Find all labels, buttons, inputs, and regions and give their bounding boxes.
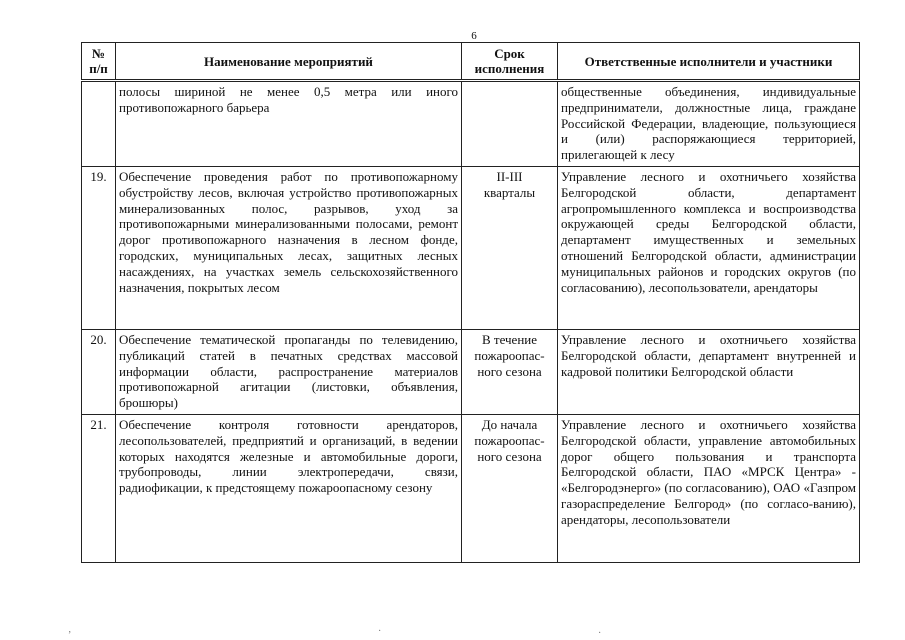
scan-speck: · — [598, 628, 602, 639]
row-activity: Обеспечение контроля готовности арендаторов, лесопользователей, предприятий и организаций, в ведении которых находятся железные и автомобильные дороги, трубопроводы, линии электропередачи, связи, радиофикации, к предстоящему пожароопасному сезону — [116, 414, 462, 562]
scan-speck: · — [378, 626, 382, 637]
row-term: В течение пожароопас- ного сезона — [462, 329, 558, 414]
header-number: № п/п — [82, 43, 116, 81]
row-responsible: общественные объединения, индивидуальные предприниматели, должностные лица, граждане Российской Федерации, владеющие, пользующиеся и (или) распоряжающиеся территорией, прилегающей к лесу — [558, 81, 860, 167]
table-row — [82, 414, 860, 562]
row-responsible: Управление лесного и охотничьего хозяйства Белгородской области, департамент внутренней и кадровой политики Белгородской области — [558, 329, 860, 414]
row-term — [462, 81, 558, 167]
scan-speck: ‚ — [68, 624, 72, 635]
table-row — [82, 329, 860, 414]
measures-table — [81, 42, 860, 563]
table-row — [82, 81, 860, 167]
row-responsible: Управление лесного и охотничьего хозяйства Белгородской области, управление автомобильных дорог общего пользования и транспорта Белгородской области, ПАО «МРСК Центра» - «Белгородэнерго» (по согласованию), ОАО «Газпром газораспределение Белгород» (по согласо-ванию), арендаторы, лесопользователи — [558, 414, 860, 562]
header-term: Срок исполнения — [462, 43, 558, 81]
row-activity: полосы шириной не менее 0,5 метра или иного противопожарного барьера — [116, 81, 462, 167]
header-responsible: Ответственные исполнители и участники — [558, 43, 860, 81]
row-number: 20. — [82, 329, 116, 414]
row-term: II-III кварталы — [462, 166, 558, 329]
row-responsible: Управление лесного и охотничьего хозяйства Белгородской области, департамент агропромышленного комплекса и воспроизводства окружающей среды Белгородской области, департамент имущественных и земельных отношений Белгородской области, администрации муниципальных районов и городских округов (по согласованию), лесопользователи, арендаторы — [558, 166, 860, 329]
row-term: До начала пожароопас- ного сезона — [462, 414, 558, 562]
row-number — [82, 81, 116, 167]
table-header-row — [82, 43, 860, 81]
row-activity: Обеспечение проведения работ по противопожарному обустройству лесов, включая устройство противопожарных минерализованных полос, разрывов, уход за противопожарными минерализованными полосами, ремонт дорог противопожарного назначения в лесном фонде, городских, муниципальных лесах, защитных лесных насаждениях, на участках земель сельскохозяйственного назначения, покрытых лесом — [116, 166, 462, 329]
row-number: 19. — [82, 166, 116, 329]
row-number: 21. — [82, 414, 116, 562]
table-row — [82, 166, 860, 329]
page-number: 6 — [471, 30, 477, 42]
row-activity: Обеспечение тематической пропаганды по телевидению, публикаций статей в печатных средствах массовой информации области, распространение материалов противопожарной агитации (листовки, объявления, брошюры) — [116, 329, 462, 414]
header-activity-name: Наименование мероприятий — [116, 43, 462, 81]
